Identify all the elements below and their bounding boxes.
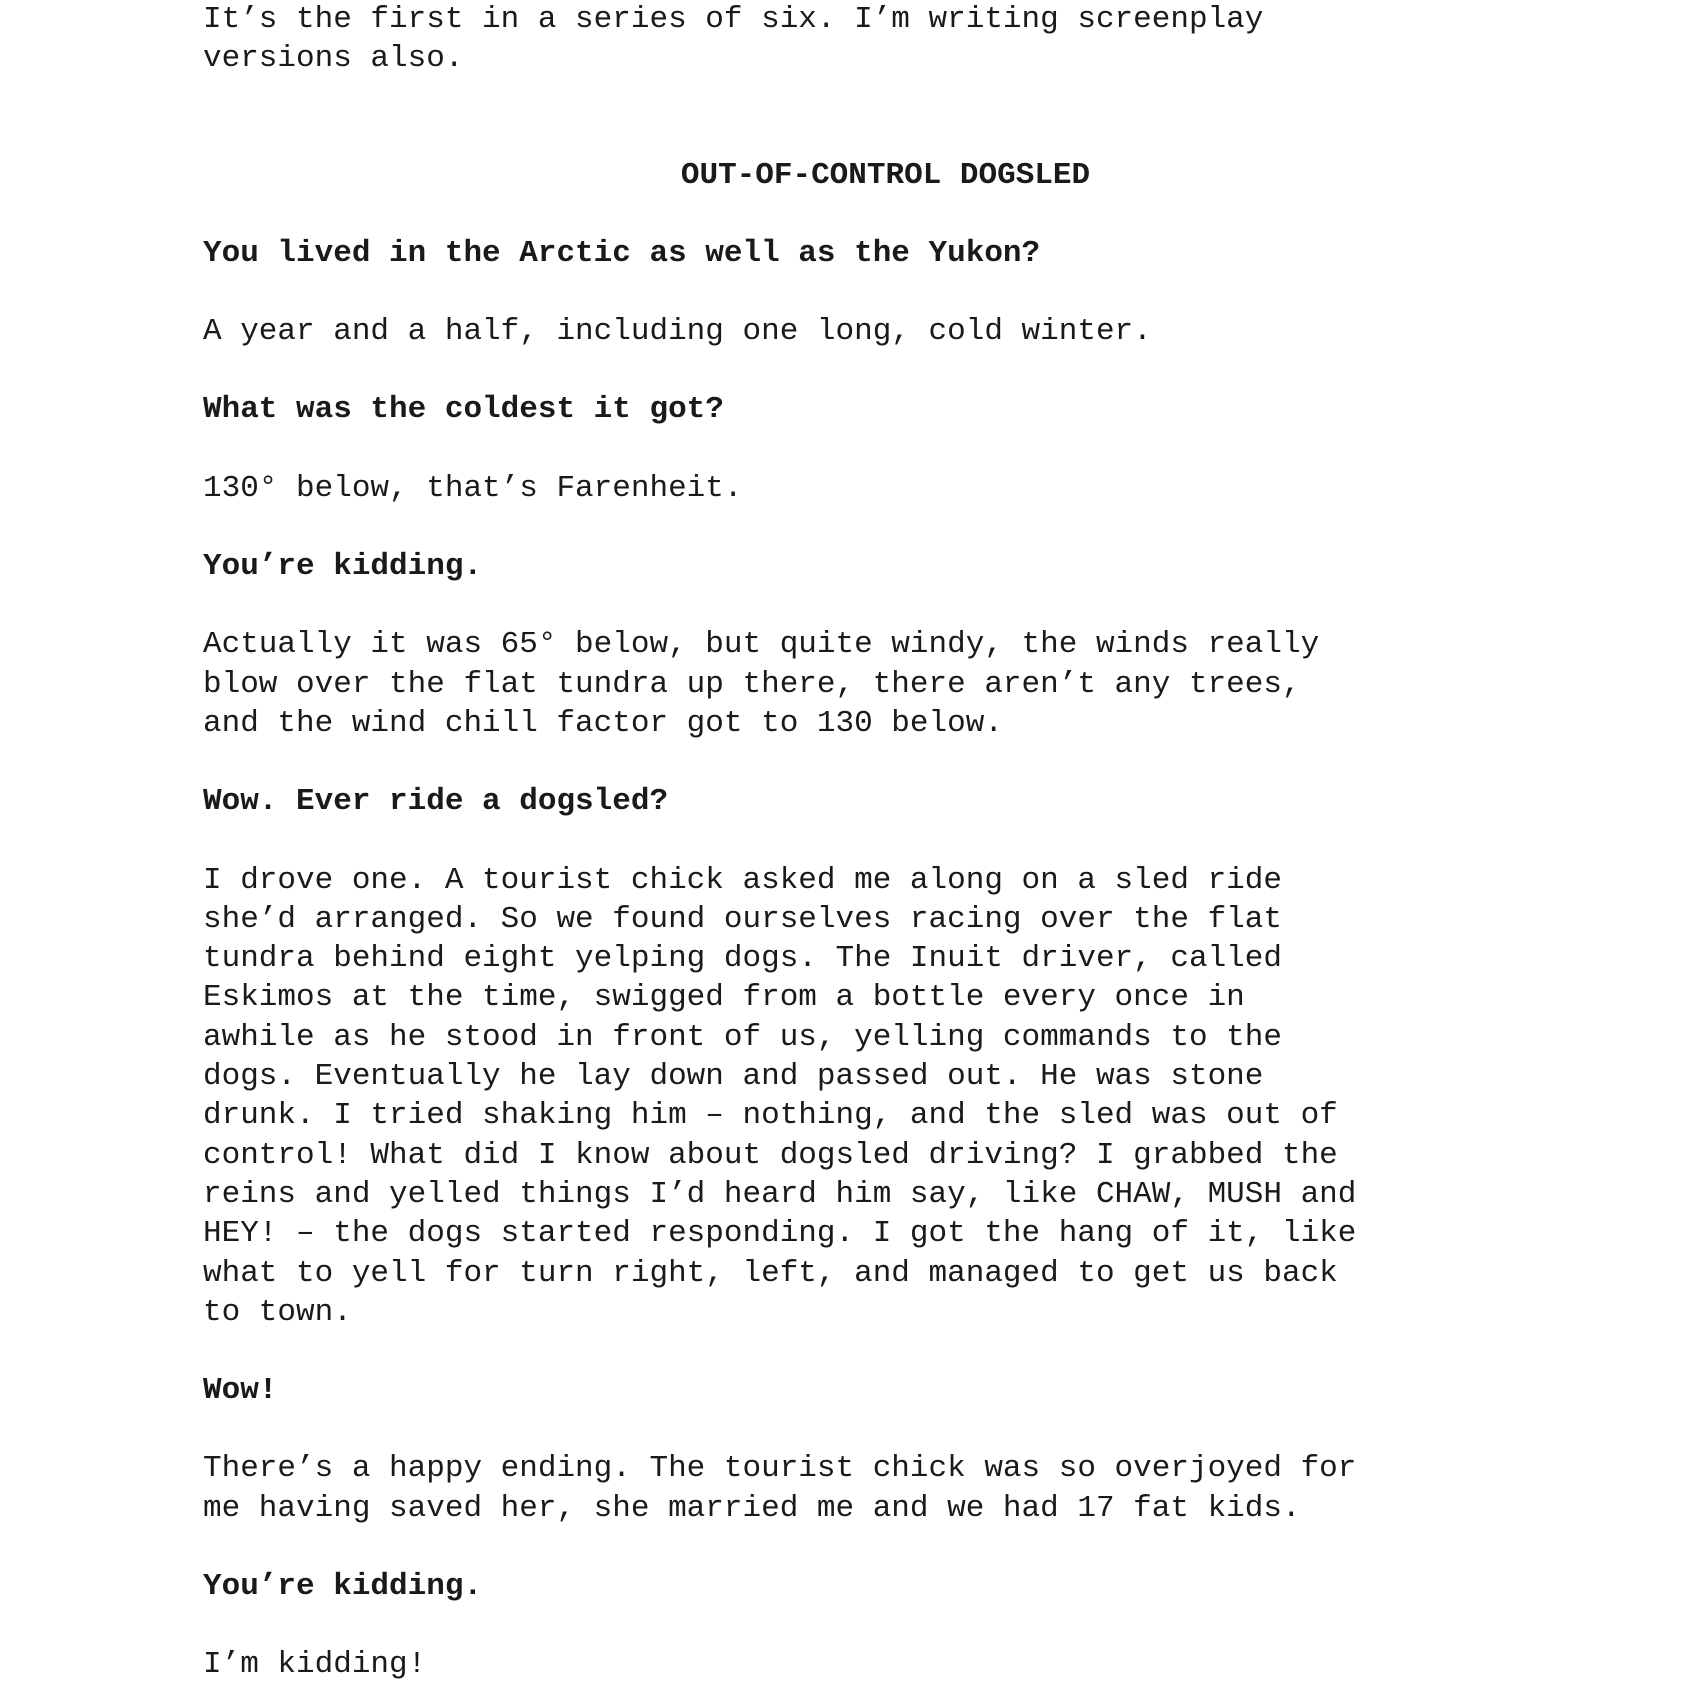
answer-3: Actually it was 65° below, but quite windy, the winds really blow over the flat tundra up there, there aren’t any trees, and the wind chill factor got to 130 below. — [203, 627, 1320, 741]
answer-5: There’s a happy ending. The tourist chick was so overjoyed for me having saved her, she married me and we had 17 fat kids. — [203, 1451, 1357, 1526]
section-title: OUT-OF-CONTROL DOGSLED — [680, 157, 1091, 193]
question-6: You’re kidding. — [203, 1569, 483, 1605]
question-4: Wow. Ever ride a dogsled? — [203, 784, 669, 820]
question-1: You lived in the Arctic as well as the Yukon? — [203, 235, 1041, 271]
intro-paragraph: It’s the first in a series of six. I’m writing screenplay versions also. — [203, 2, 1264, 77]
document-page — [203, 0, 1533, 1685]
answer-1: A year and a half, including one long, cold winter. — [203, 314, 1152, 350]
answer-2: 130° below, that’s Farenheit. — [203, 470, 743, 506]
question-3: You’re kidding. — [203, 549, 483, 585]
question-5: Wow! — [203, 1373, 278, 1409]
answer-6: I’m kidding! — [203, 1647, 427, 1683]
answer-4: I drove one. A tourist chick asked me along on a sled ride she’d arranged. So we found ourselves racing over the flat tundra behind eight yelping dogs. The Inuit driver, called Eskimos at the time, swigged from a bottle every once in awhile as he stood in front of us, yelling commands to the dogs. Eventually he lay down and passed out. He was stone drunk. I tried shaking him – nothing, and the sled was out of control! What did I know about dogsled driving? I grabbed the reins and yelled things I’d heard him say, like CHAW, MUSH and HEY! – the dogs started responding. I got the hang of it, like what to yell for turn right, left, and managed to get us back to town. — [203, 862, 1357, 1330]
question-2: What was the coldest it got? — [203, 392, 724, 428]
